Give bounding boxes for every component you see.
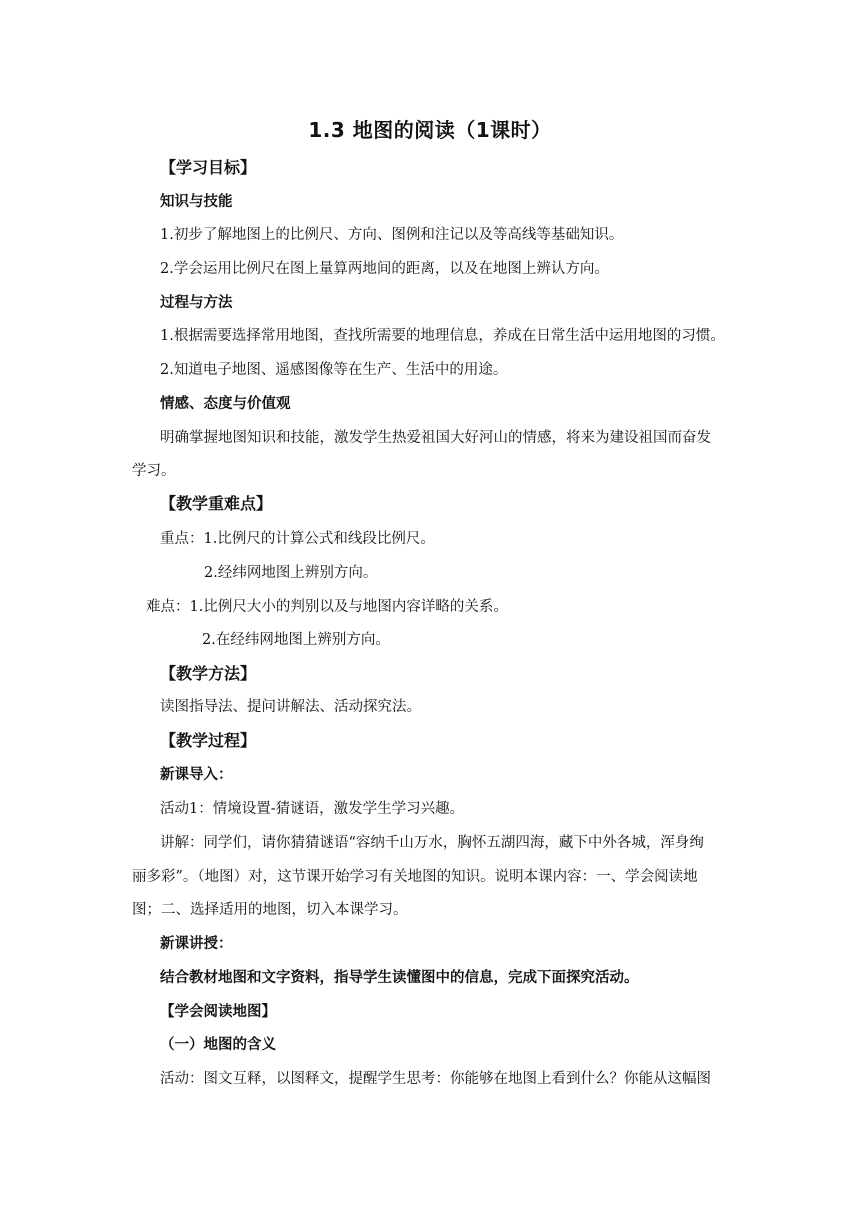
paragraph-explain-line3: 图；二、选择适用的地图，切入本课学习。 <box>132 902 408 918</box>
paragraph-explain-line2: 丽多彩”。（地图）对，这节课开始学习有关地图的知识。说明本课内容：一、学会阅读地 <box>132 869 698 885</box>
paragraph-knowledge-1: 1.初步了解地图上的比例尺、方向、图例和注记以及等高线等基础知识。 <box>160 227 624 243</box>
subheading-intro: 新课导入： <box>160 767 233 783</box>
paragraph-key-2: 2.经纬网地图上辨别方向。 <box>204 565 378 581</box>
section-heading-keypoints: 【教学重难点】 <box>160 494 273 513</box>
paragraph-emotion-line2: 学习。 <box>132 463 176 479</box>
paragraph-knowledge-2: 2.学会运用比例尺在图上量算两地间的距离，以及在地图上辨认方向。 <box>160 261 609 277</box>
paragraph-process-1: 1.根据需要选择常用地图，查找所需要的地理信息，养成在日常生活中运用地图的习惯。 <box>160 328 725 344</box>
paragraph-method: 读图指导法、提问讲解法、活动探究法。 <box>160 699 421 715</box>
subheading-reading-maps: 【学会阅读地图】 <box>160 1004 276 1020</box>
paragraph-difficulty-2: 2.在经纬网地图上辨别方向。 <box>202 632 390 648</box>
subheading-knowledge: 知识与技能 <box>160 194 233 210</box>
section-heading-teaching-process: 【教学过程】 <box>160 731 257 750</box>
paragraph-process-2: 2.知道电子地图、遥感图像等在生产、生活中的用途。 <box>160 362 508 378</box>
subheading-process: 过程与方法 <box>160 295 233 311</box>
paragraph-explain-line1: 讲解：同学们，请你猜猜谜语“容纳千山万水，胸怀五湖四海，藏下中外各城，浑身绚 <box>160 835 704 851</box>
paragraph-emotion-line1: 明确掌握地图知识和技能，激发学生热爱祖国大好河山的情感，将来为建设祖国而奋发 <box>160 430 711 446</box>
paragraph-activity-2: 活动：图文互释，以图释文，提醒学生思考：你能够在地图上看到什么？你能从这幅图 <box>160 1071 711 1087</box>
subheading-lecture: 新课讲授： <box>160 936 233 952</box>
paragraph-activity-1: 活动1：情境设置-猜谜语，激发学生学习兴趣。 <box>160 801 465 817</box>
subheading-emotion: 情感、态度与价值观 <box>160 396 291 412</box>
subheading-map-meaning: （一）地图的含义 <box>160 1037 276 1053</box>
section-heading-method: 【教学方法】 <box>160 664 257 683</box>
section-heading-objectives: 【学习目标】 <box>160 158 257 177</box>
paragraph-lecture-bold: 结合教材地图和文字资料，指导学生读懂图中的信息，完成下面探究活动。 <box>160 970 639 986</box>
paragraph-difficulty-1: 难点：1.比例尺大小的判别以及与地图内容详略的关系。 <box>146 599 508 615</box>
paragraph-key-1: 重点：1.比例尺的计算公式和线段比例尺。 <box>160 531 435 547</box>
page-title: 1.3 地图的阅读（1课时） <box>308 118 552 142</box>
